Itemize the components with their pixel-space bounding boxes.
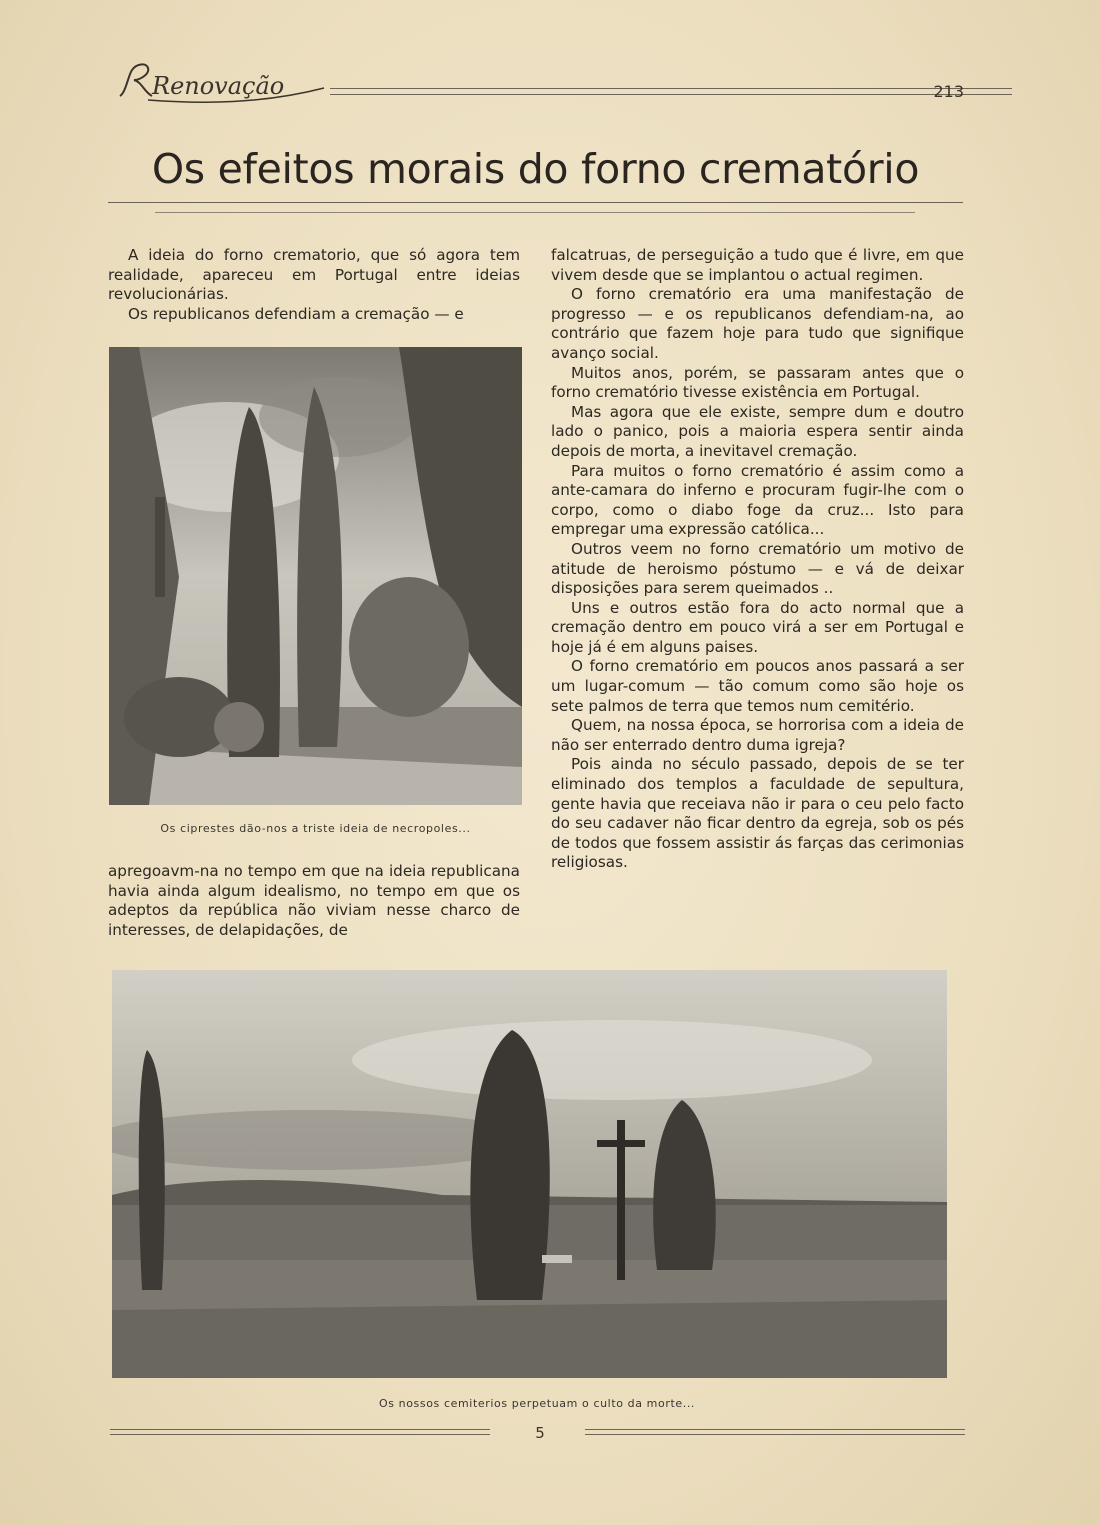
- paragraph: A ideia do forno crematorio, que só agora tem realidade, apareceu em Portugal entre ideias revolucionárias.: [108, 246, 520, 304]
- masthead: [112, 58, 962, 108]
- paragraph: Os republicanos defendiam a cremação — e: [128, 304, 464, 323]
- paragraph: Outros veem no forno crematório um motivo de atitude de heroismo póstumo — e vá de deixar disposições para serem queimados ..: [551, 539, 964, 598]
- cemetery-photo: [112, 970, 947, 1378]
- right-column: [551, 246, 964, 873]
- left-column-bottom: [108, 862, 520, 940]
- paragraph: O forno crematório em poucos anos passará a ser um lugar-comum — tão comum como são hoje os sete palmos de terra que temos num cemitério.: [551, 657, 964, 715]
- paragraph: Uns e outros estão fora do acto normal que a cremação dentro em pouco virá a ser em Portugal e hoje já é em alguns paises.: [551, 598, 964, 656]
- footer-rule-left: [110, 1429, 490, 1435]
- page-number: 213: [933, 82, 964, 101]
- paragraph: Mas agora que ele existe, sempre dum e doutro lado o panico, pois a maioria espera sentir ainda depois de morta, a inevitavel cremação.: [551, 402, 964, 460]
- title-rule-top: [108, 202, 963, 203]
- cypress-trees-photo: [109, 347, 522, 805]
- renovacao-logo: [112, 58, 342, 108]
- paragraph: Quem, na nossa época, se horrorisa com a ideia de não ser enterrado dentro duma igreja?: [551, 716, 964, 754]
- paragraph: Pois ainda no século passado, depois de se ter eliminado dos templos a faculdade de sepultura, gente havia que receiava não ir para o ceu pelo facto do seu cadaver não ficar dentro da egreja, sob os pés de todos que fossem assistir ás farças das cerimonias religiosas.: [551, 755, 964, 872]
- paragraph: O forno crematório era uma manifestação de progresso — e os republicanos defendiam-na, ao contrário que fazem hoje para tudo que signifique avanço social.: [551, 285, 964, 362]
- photo1-caption: Os ciprestes dão-nos a triste ideia de necropoles...: [160, 822, 471, 835]
- paragraph: falcatruas, de perseguição a tudo que é livre, em que vivem desde que se implantou o actual regimen.: [551, 246, 964, 284]
- paragraph: apregoavm-na no tempo em que na ideia republicana havia ainda algum idealismo, no tempo em que os adeptos da república não viviam nesse charco de interesses, de delapidações, de: [108, 862, 520, 939]
- footer-rule-right: [585, 1429, 965, 1435]
- left-column-top: [108, 246, 520, 324]
- footer-page-number: 5: [535, 1424, 545, 1442]
- logo-text: Renovação: [152, 72, 285, 100]
- title-rule-bottom: [155, 212, 915, 213]
- page-number-rule: [967, 88, 1012, 95]
- paragraph: Muitos anos, porém, se passaram antes que o forno crematório tivesse existência em Portugal.: [551, 363, 964, 402]
- photo2-caption: Os nossos cemiterios perpetuam o culto da morte...: [378, 1397, 696, 1410]
- paragraph: Para muitos o forno crematório é assim como a ante-camara do inferno e procuram fugir-lhe com o corpo, como o diabo foge da cruz... Isto para empregar uma expressão católica...: [551, 461, 964, 539]
- article-title: Os efeitos morais do forno crematório: [151, 145, 920, 193]
